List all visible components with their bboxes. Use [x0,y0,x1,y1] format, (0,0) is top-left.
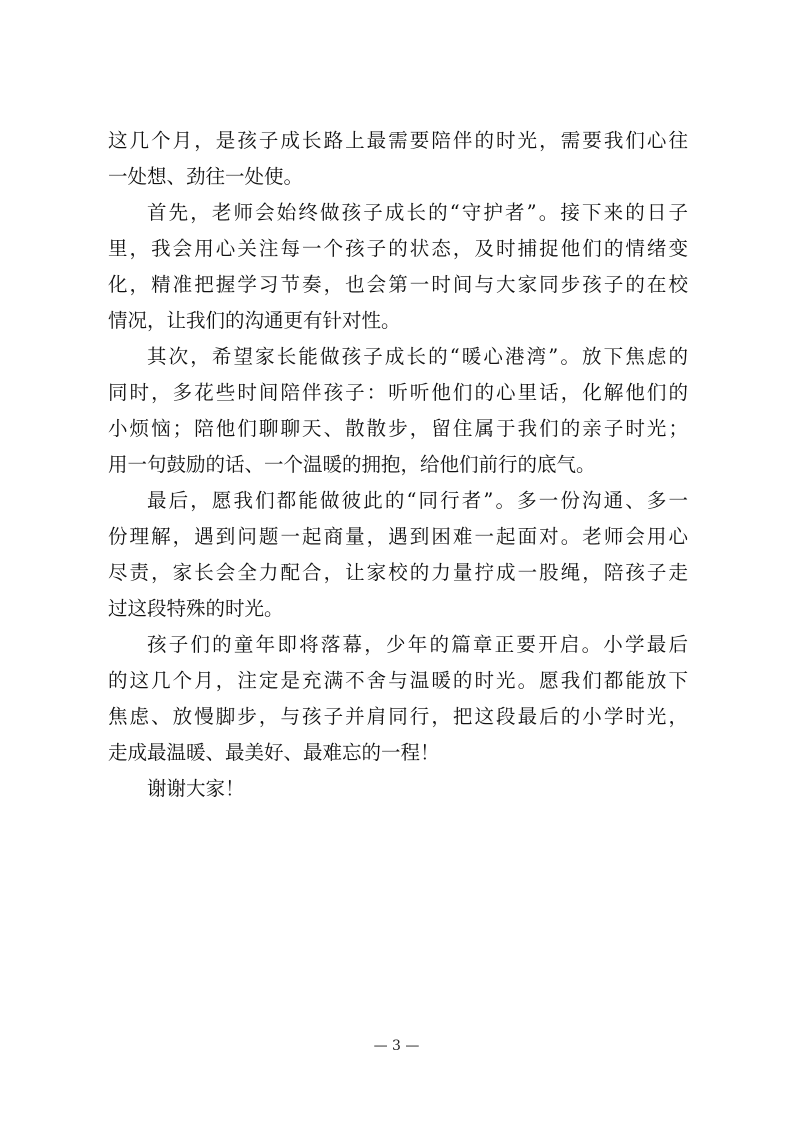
paragraph-first-line: 孩子们的童年即将落幕，少年的篇章正要开启。小学最后 [147,633,688,656]
text-line: 走成最温暖、最美好、最难忘的一程！ [108,741,440,764]
paragraph-first-line: 其次，希望家长能做孩子成长的“暖心港湾”。放下焦虑的 [147,345,688,368]
text-line: 化，精准把握学习节奏，也会第一时间与大家同步孩子的在校 [108,273,688,296]
text-line: 过这段特殊的时光。 [108,597,284,620]
text-line: 尽责，家长会全力配合，让家校的力量拧成一股绳，陪孩子走 [108,561,688,584]
paragraph-first-line: 首先，老师会始终做孩子成长的“守护者”。接下来的日子 [147,201,688,224]
text-line: 一处想、劲往一处使。 [108,165,304,188]
text-line: 情况，让我们的沟通更有针对性。 [108,309,401,332]
text-line: 用一句鼓励的话、一个温暖的拥抱，给他们前行的底气。 [108,453,596,476]
text-line: 里，我会用心关注每一个孩子的状态，及时捕捉他们的情绪变 [108,237,688,260]
page-number: — 3 — [373,1038,420,1054]
closing-line: 谢谢大家！ [147,777,245,800]
paragraph-first-line: 最后，愿我们都能做彼此的“同行者”。多一份沟通、多一 [147,489,688,512]
text-line: 的这几个月，注定是充满不舍与温暖的时光。愿我们都能放下 [108,669,688,692]
text-line: 焦虑、放慢脚步，与孩子并肩同行，把这段最后的小学时光， [108,705,688,728]
text-line: 小烦恼；陪他们聊聊天、散散步，留住属于我们的亲子时光； [108,417,688,440]
text-line: 这几个月，是孩子成长路上最需要陪伴的时光，需要我们心往 [108,129,688,152]
document-body [108,123,688,807]
text-line: 同时，多花些时间陪伴孩子：听听他们的心里话，化解他们的 [108,381,688,404]
text-line: 份理解，遇到问题一起商量，遇到困难一起面对。老师会用心 [108,525,688,548]
